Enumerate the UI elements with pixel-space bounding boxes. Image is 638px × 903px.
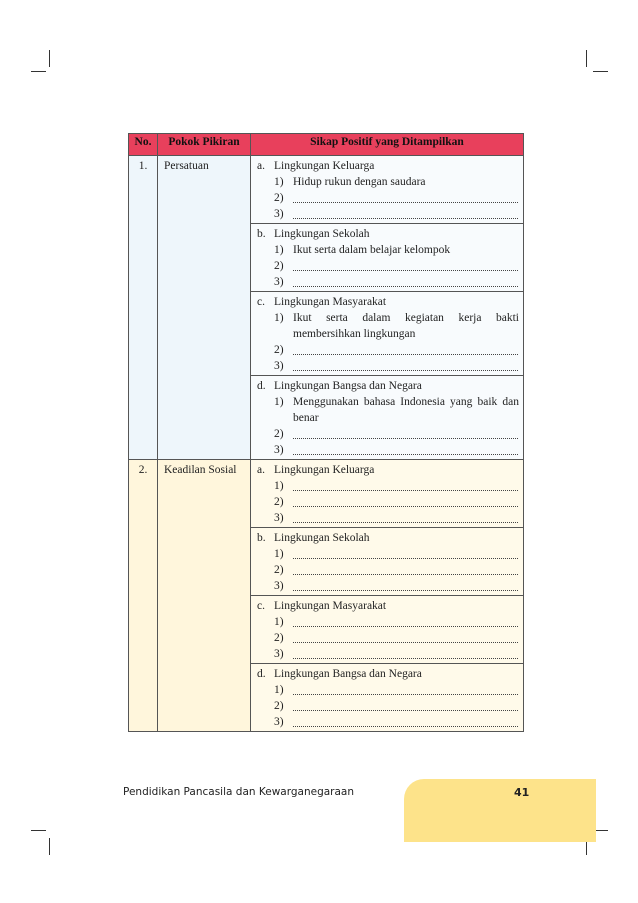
page-number: 41 bbox=[514, 786, 530, 799]
list-item bbox=[257, 714, 519, 730]
item-number: 2) bbox=[274, 428, 284, 440]
sikap-cell bbox=[251, 596, 524, 664]
header-sikap-positif: Sikap Positif yang Ditampilkan bbox=[251, 134, 524, 156]
section-title: Lingkungan Sekolah bbox=[274, 228, 370, 240]
fill-in-dotted-line bbox=[293, 190, 518, 203]
list-item bbox=[257, 698, 519, 714]
crop-mark bbox=[31, 71, 46, 72]
item-number: 2) bbox=[274, 496, 284, 508]
sikap-cell bbox=[251, 664, 524, 732]
list-item bbox=[257, 274, 519, 290]
header-pokok-pikiran: Pokok Pikiran bbox=[158, 134, 251, 156]
section-letter: a. bbox=[257, 160, 265, 172]
section-letter: b. bbox=[257, 228, 266, 240]
header-no: No. bbox=[129, 134, 158, 156]
list-item bbox=[257, 394, 519, 426]
section-heading bbox=[257, 530, 519, 546]
section-letter: d. bbox=[257, 380, 266, 392]
section-letter: c. bbox=[257, 600, 265, 612]
crop-mark bbox=[49, 50, 50, 67]
list-item bbox=[257, 342, 519, 358]
item-number: 1) bbox=[274, 684, 284, 696]
sikap-cell bbox=[251, 528, 524, 596]
list-item bbox=[257, 442, 519, 458]
section-letter: c. bbox=[257, 296, 265, 308]
fill-in-dotted-line bbox=[293, 546, 518, 559]
section-heading bbox=[257, 226, 519, 242]
fill-in-dotted-line bbox=[293, 478, 518, 491]
item-number: 1) bbox=[274, 480, 284, 492]
row-number: 2. bbox=[129, 460, 158, 732]
table-row bbox=[129, 156, 524, 224]
list-item bbox=[257, 546, 519, 562]
section-heading bbox=[257, 294, 519, 310]
sikap-cell bbox=[251, 460, 524, 528]
fill-in-dotted-line bbox=[293, 510, 518, 523]
item-number: 2) bbox=[274, 700, 284, 712]
list-item bbox=[257, 578, 519, 594]
crop-mark bbox=[593, 71, 608, 72]
fill-in-dotted-line bbox=[293, 442, 518, 455]
item-number: 3) bbox=[274, 360, 284, 372]
section-title: Lingkungan Keluarga bbox=[274, 464, 375, 476]
item-number: 2) bbox=[274, 632, 284, 644]
list-item bbox=[257, 646, 519, 662]
section-letter: a. bbox=[257, 464, 265, 476]
fill-in-dotted-line bbox=[293, 494, 518, 507]
list-item bbox=[257, 310, 519, 342]
section-title: Lingkungan Bangsa dan Negara bbox=[274, 668, 422, 680]
fill-in-dotted-line bbox=[293, 358, 518, 371]
fill-in-dotted-line bbox=[293, 342, 518, 355]
item-text: Ikut serta dalam belajar kelompok bbox=[293, 244, 451, 256]
item-number: 2) bbox=[274, 260, 284, 272]
sikap-cell bbox=[251, 224, 524, 292]
fill-in-dotted-line bbox=[293, 274, 518, 287]
pokok-pikiran-cell: Persatuan bbox=[158, 156, 251, 460]
item-number: 3) bbox=[274, 580, 284, 592]
item-number: 2) bbox=[274, 564, 284, 576]
section-title: Lingkungan Bangsa dan Negara bbox=[274, 380, 422, 392]
section-heading bbox=[257, 158, 519, 174]
list-item bbox=[257, 174, 519, 190]
list-item bbox=[257, 478, 519, 494]
section-title: Lingkungan Sekolah bbox=[274, 532, 370, 544]
crop-mark bbox=[586, 50, 587, 67]
item-text: Ikut serta dalam kegiatan kerja bakti membersihkan lingkungan bbox=[293, 312, 519, 340]
section-letter: d. bbox=[257, 668, 266, 680]
list-item bbox=[257, 206, 519, 222]
section-title: Lingkungan Keluarga bbox=[274, 160, 375, 172]
sikap-cell bbox=[251, 292, 524, 376]
fill-in-dotted-line bbox=[293, 426, 518, 439]
fill-in-dotted-line bbox=[293, 646, 518, 659]
list-item bbox=[257, 358, 519, 374]
fill-in-dotted-line bbox=[293, 614, 518, 627]
footer-book-title: Pendidikan Pancasila dan Kewarganegaraan bbox=[123, 786, 355, 798]
crop-mark bbox=[31, 830, 46, 831]
list-item bbox=[257, 562, 519, 578]
attitude-table bbox=[128, 133, 524, 732]
list-item bbox=[257, 242, 519, 258]
list-item bbox=[257, 510, 519, 526]
sikap-cell bbox=[251, 376, 524, 460]
section-heading bbox=[257, 378, 519, 394]
item-text: Hidup rukun dengan saudara bbox=[293, 176, 426, 188]
pokok-pikiran-cell: Keadilan Sosial bbox=[158, 460, 251, 732]
section-heading bbox=[257, 598, 519, 614]
section-letter: b. bbox=[257, 532, 266, 544]
fill-in-dotted-line bbox=[293, 630, 518, 643]
list-item bbox=[257, 426, 519, 442]
fill-in-dotted-line bbox=[293, 682, 518, 695]
item-number: 3) bbox=[274, 208, 284, 220]
crop-mark bbox=[49, 838, 50, 855]
fill-in-dotted-line bbox=[293, 206, 518, 219]
table-row bbox=[129, 460, 524, 528]
item-number: 1) bbox=[274, 244, 284, 256]
list-item bbox=[257, 258, 519, 274]
item-number: 1) bbox=[274, 616, 284, 628]
section-heading bbox=[257, 462, 519, 478]
fill-in-dotted-line bbox=[293, 578, 518, 591]
fill-in-dotted-line bbox=[293, 698, 518, 711]
item-number: 1) bbox=[274, 548, 284, 560]
list-item bbox=[257, 630, 519, 646]
item-number: 2) bbox=[274, 192, 284, 204]
item-number: 1) bbox=[274, 312, 284, 324]
fill-in-dotted-line bbox=[293, 562, 518, 575]
list-item bbox=[257, 614, 519, 630]
row-number: 1. bbox=[129, 156, 158, 460]
list-item bbox=[257, 494, 519, 510]
section-heading bbox=[257, 666, 519, 682]
list-item bbox=[257, 190, 519, 206]
item-number: 1) bbox=[274, 176, 284, 188]
fill-in-dotted-line bbox=[293, 258, 518, 271]
item-number: 3) bbox=[274, 276, 284, 288]
footer-band bbox=[404, 779, 596, 842]
item-text: Menggunakan bahasa Indonesia yang baik dan benar bbox=[293, 396, 519, 424]
fill-in-dotted-line bbox=[293, 714, 518, 727]
sikap-cell bbox=[251, 156, 524, 224]
section-title: Lingkungan Masyarakat bbox=[274, 296, 387, 308]
item-number: 2) bbox=[274, 344, 284, 356]
list-item bbox=[257, 682, 519, 698]
section-title: Lingkungan Masyarakat bbox=[274, 600, 387, 612]
item-number: 3) bbox=[274, 444, 284, 456]
item-number: 3) bbox=[274, 512, 284, 524]
item-number: 3) bbox=[274, 716, 284, 728]
item-number: 1) bbox=[274, 396, 284, 408]
item-number: 3) bbox=[274, 648, 284, 660]
table-header-row bbox=[129, 134, 524, 156]
